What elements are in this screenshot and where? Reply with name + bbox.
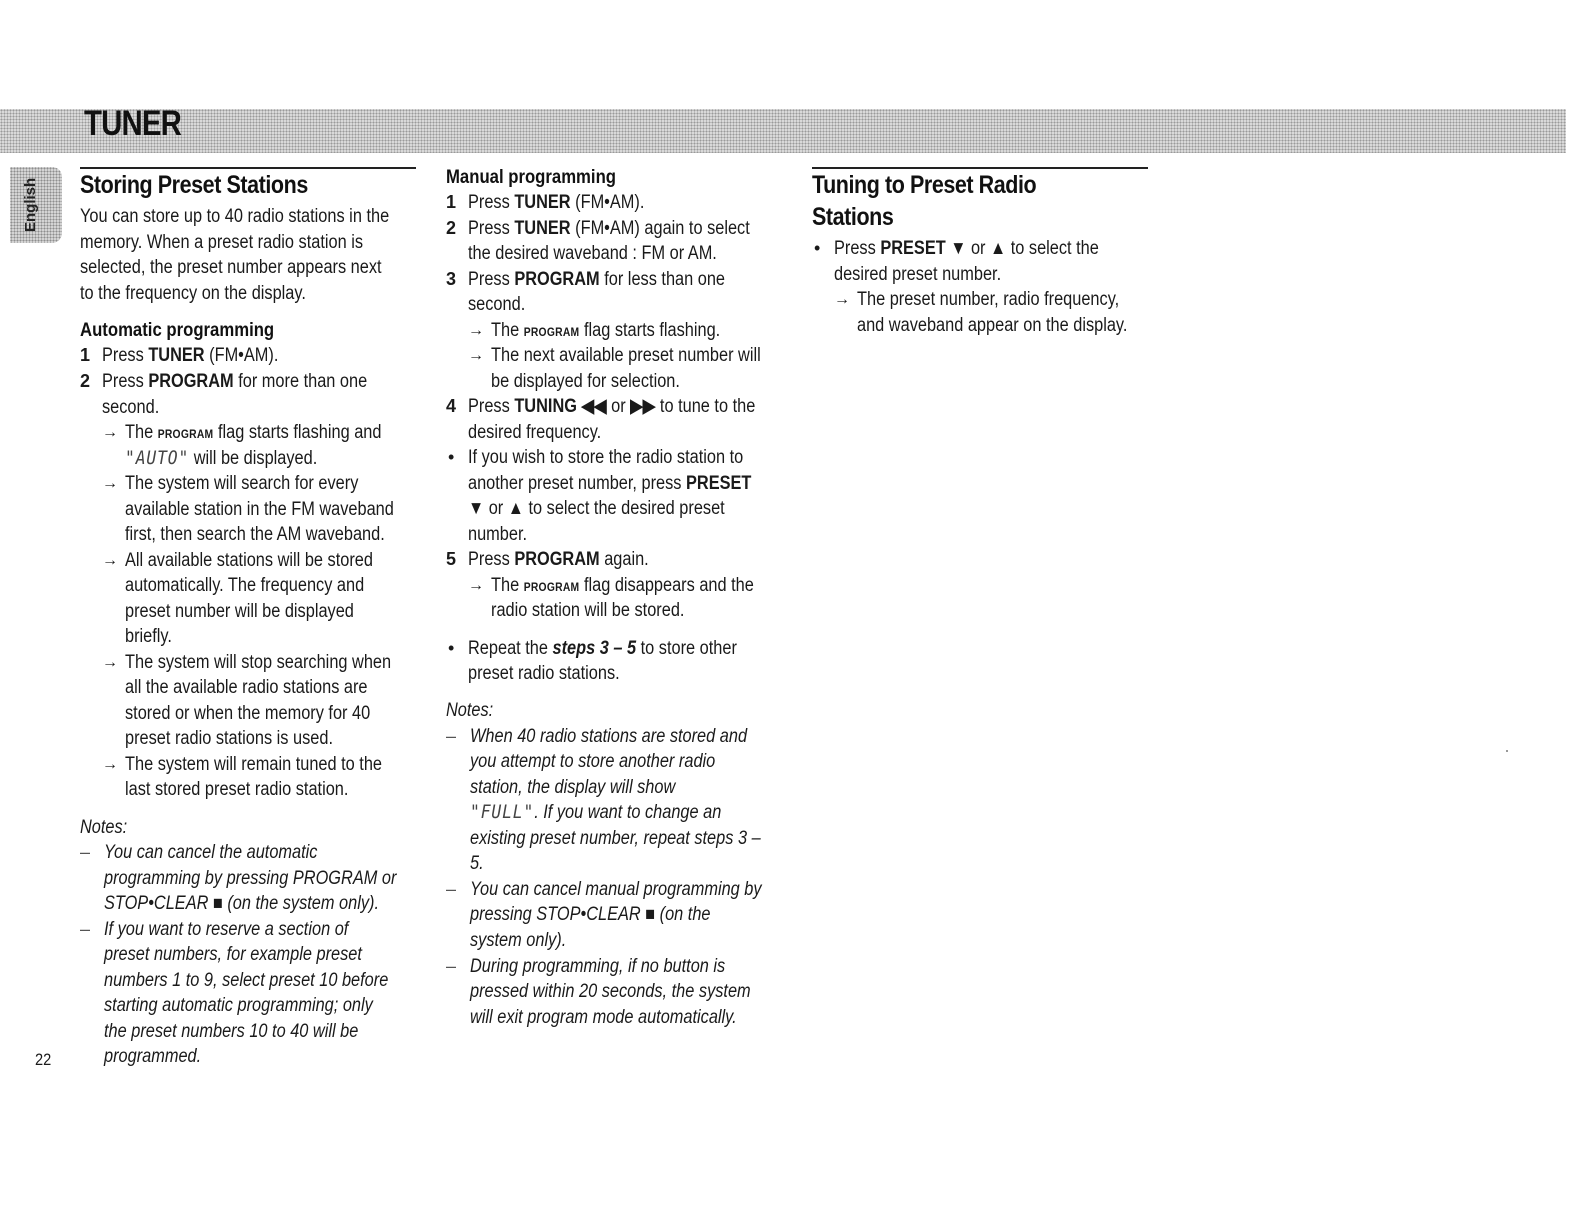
- lcd-text: "FULL": [470, 801, 535, 823]
- step-number: 4: [446, 396, 457, 416]
- arrow-icon: →: [102, 424, 118, 441]
- tuning-heading: Tuning to Preset Radio: [812, 171, 1037, 199]
- program-flag: PROGRAM: [523, 580, 580, 594]
- manual-heading: Manual programming: [446, 167, 617, 188]
- arrow-icon: →: [102, 654, 118, 671]
- auto-heading: Automatic programming: [80, 320, 275, 341]
- step-text: second.: [102, 397, 160, 418]
- program-flag: PROGRAM: [157, 427, 214, 441]
- page-number: 22: [35, 1050, 52, 1069]
- result-text: The system will remain tuned to the: [125, 754, 383, 775]
- result-text: and waveband appear on the display.: [857, 315, 1128, 336]
- note-text: the preset numbers 10 to 40 will be: [104, 1021, 359, 1042]
- notes-heading: Notes:: [446, 700, 494, 721]
- arrow-icon: →: [102, 552, 118, 569]
- step-text: Press TUNER (FM•AM).: [102, 345, 279, 366]
- step-number: 5: [446, 549, 457, 569]
- step-text: desired frequency.: [468, 422, 602, 443]
- result-text: The system will search for every: [125, 473, 359, 494]
- step-text: Press TUNING ◀◀ or ▶▶ to tune to the: [468, 396, 756, 417]
- dash-icon: –: [80, 919, 91, 939]
- result-text: All available stations will be stored: [125, 550, 373, 571]
- note-text: When 40 radio stations are stored and: [470, 726, 748, 747]
- note-text: You can cancel the automatic: [104, 842, 318, 863]
- result-text: The PROGRAM flag starts flashing.: [491, 320, 721, 341]
- step-text: Press PROGRAM again.: [468, 549, 649, 570]
- result-text: available station in the FM waveband: [125, 499, 394, 520]
- bullet-text: Repeat the steps 3 – 5 to store other: [468, 638, 737, 659]
- intro-line: selected, the preset number appears next: [80, 257, 382, 278]
- storing-heading: Storing Preset Stations: [80, 171, 308, 199]
- note-text: will exit program mode automatically.: [470, 1007, 737, 1028]
- note-text: STOP•CLEAR ■ (on the system only).: [104, 893, 380, 914]
- step-text: Press TUNER (FM•AM).: [468, 192, 645, 213]
- bullet-text: desired preset number.: [834, 264, 1002, 285]
- result-text: automatically. The frequency and: [125, 575, 365, 596]
- arrow-icon: →: [468, 577, 484, 594]
- arrow-icon: →: [102, 756, 118, 773]
- bullet-icon: •: [448, 447, 455, 467]
- note-text: During programming, if no button is: [470, 956, 726, 977]
- note-text: pressing STOP•CLEAR ■ (on the: [470, 904, 711, 925]
- note-text: preset numbers, for example preset: [104, 944, 362, 965]
- note-text: 5.: [470, 853, 484, 874]
- result-text: The preset number, radio frequency,: [857, 289, 1120, 310]
- result-text: The next available preset number will: [491, 345, 761, 366]
- bullet-icon: •: [814, 238, 821, 258]
- step-number: 1: [446, 192, 457, 212]
- result-text: last stored preset radio station.: [125, 779, 349, 800]
- bullet-text: number.: [468, 524, 528, 545]
- lcd-text: "AUTO": [125, 447, 190, 469]
- bullet-text: another preset number, press PRESET: [468, 473, 752, 494]
- note-text: starting automatic programming; only: [104, 995, 373, 1016]
- result-text: all the available radio stations are: [125, 677, 368, 698]
- bullet-text: Press PRESET ▼ or ▲ to select the: [834, 238, 1099, 259]
- note-text: numbers 1 to 9, select preset 10 before: [104, 970, 389, 991]
- bullet-text: preset radio stations.: [468, 663, 620, 684]
- note-text: If you want to reserve a section of: [104, 919, 349, 940]
- arrow-icon: →: [468, 322, 484, 339]
- step-text: Press PROGRAM for more than one: [102, 371, 368, 392]
- step-number: 3: [446, 269, 457, 289]
- result-text: stored or when the memory for 40: [125, 703, 371, 724]
- result-text: radio station will be stored.: [491, 600, 685, 621]
- dash-icon: –: [446, 726, 457, 746]
- intro-line: memory. When a preset radio station is: [80, 232, 364, 253]
- intro-line: You can store up to 40 radio stations in the: [80, 206, 390, 227]
- result-text: be displayed for selection.: [491, 371, 680, 392]
- bullet-text: ▼ or ▲ to select the desired preset: [468, 498, 725, 519]
- result-text: preset number will be displayed: [125, 601, 354, 622]
- step-text: Press PROGRAM for less than one: [468, 269, 726, 290]
- step-number: 1: [80, 345, 91, 365]
- arrow-icon: →: [834, 291, 850, 308]
- intro-line: to the frequency on the display.: [80, 283, 306, 304]
- bullet-text: If you wish to store the radio station to: [468, 447, 744, 468]
- step-text: second.: [468, 294, 526, 315]
- program-flag: PROGRAM: [523, 325, 580, 339]
- note-text: programming by pressing PROGRAM or: [104, 868, 397, 889]
- note-text: you attempt to store another radio: [470, 751, 716, 772]
- result-text: The PROGRAM flag disappears and the: [491, 575, 754, 596]
- arrow-icon: →: [468, 347, 484, 364]
- step-text: the desired waveband : FM or AM.: [468, 243, 717, 264]
- scan-speck: [1506, 750, 1508, 752]
- header-banner: [0, 109, 1566, 153]
- note-text: programmed.: [104, 1046, 202, 1067]
- language-tab-label: English: [22, 177, 39, 232]
- result-text: briefly.: [125, 626, 172, 647]
- bullet-icon: •: [448, 638, 455, 658]
- dash-icon: –: [446, 879, 457, 899]
- result-text: The PROGRAM flag starts flashing and: [125, 422, 382, 443]
- note-text: "FULL". If you want to change an: [470, 801, 722, 823]
- note-text: system only).: [470, 930, 567, 951]
- dash-icon: –: [80, 842, 91, 862]
- note-text: You can cancel manual programming by: [470, 879, 762, 900]
- step-text: Press TUNER (FM•AM) again to select: [468, 218, 750, 239]
- dash-icon: –: [446, 956, 457, 976]
- page-title: TUNER: [84, 104, 182, 143]
- notes-heading: Notes:: [80, 817, 128, 838]
- result-text: preset radio stations is used.: [125, 728, 333, 749]
- note-text: existing preset number, repeat steps 3 –: [470, 828, 761, 849]
- result-text: The system will stop searching when: [125, 652, 392, 673]
- step-number: 2: [446, 218, 457, 238]
- step-number: 2: [80, 371, 91, 391]
- note-text: station, the display will show: [470, 777, 676, 798]
- tuning-heading: Stations: [812, 203, 894, 231]
- note-text: pressed within 20 seconds, the system: [470, 981, 751, 1002]
- result-text: first, then search the AM waveband.: [125, 524, 385, 545]
- result-text: "AUTO" will be displayed.: [125, 447, 318, 469]
- arrow-icon: →: [102, 475, 118, 492]
